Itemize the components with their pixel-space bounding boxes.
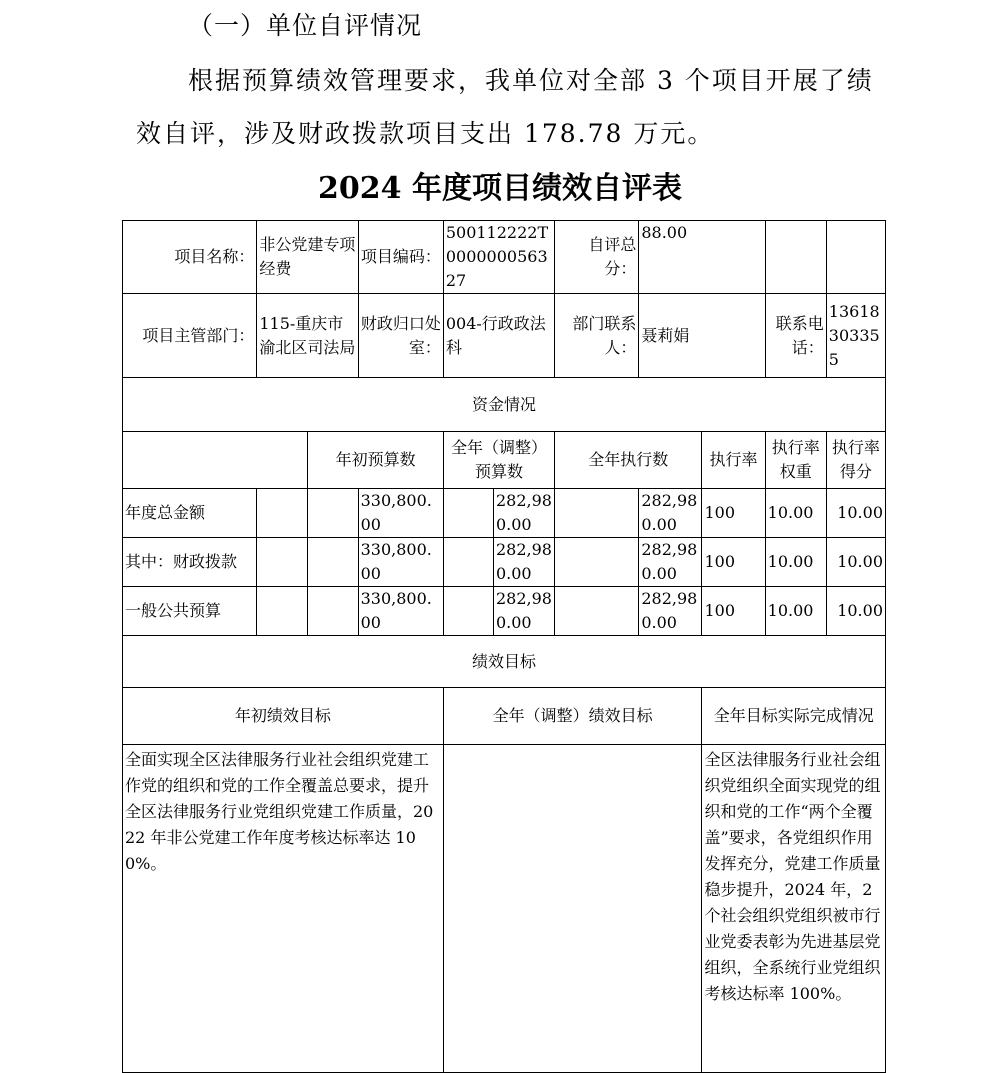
empty-cell xyxy=(123,432,308,489)
header-rate-weight: 执行率权重 xyxy=(765,432,826,489)
dept-value: 115-重庆市渝北区司法局 xyxy=(257,294,358,378)
phone-value: 13618303355 xyxy=(826,294,885,378)
adjusted-budget-value: 282,980.00 xyxy=(493,587,554,636)
phone-label: 联系电话： xyxy=(765,294,826,378)
row-label: 其中：财政拨款 xyxy=(123,538,257,587)
table-title: 2024 年度项目绩效自评表 xyxy=(318,171,682,206)
contact-value: 聂莉娟 xyxy=(639,294,765,378)
initial-goal-text: 全面实现全区法律服务行业社会组织党建工作党的组织和党的工作全覆盖总要求，提升全区法律服务行业党组织党建工作质量，2022 年非公党建工作年度考核达标率达 100%。 xyxy=(123,745,444,1073)
finance-office-label: 财政归口处室： xyxy=(358,294,443,378)
contact-label: 部门联系人： xyxy=(555,294,639,378)
adjusted-goal-text xyxy=(443,745,702,1073)
header-rate-score: 执行率得分 xyxy=(826,432,885,489)
exec-rate-value: 100 xyxy=(702,587,765,636)
project-name-value: 非公党建专项经费 xyxy=(257,221,358,294)
dept-label: 项目主管部门： xyxy=(123,294,257,378)
header-adjusted-budget: 全年（调整）预算数 xyxy=(443,432,554,489)
empty-cell xyxy=(555,538,639,587)
rate-weight-value: 10.00 xyxy=(765,489,826,538)
header-actual-completion: 全年目标实际完成情况 xyxy=(702,688,886,745)
table-row xyxy=(123,538,886,587)
empty-cell xyxy=(765,221,826,294)
table-row xyxy=(123,489,886,538)
project-name-label: 项目名称： xyxy=(123,221,257,294)
rate-weight-value: 10.00 xyxy=(765,538,826,587)
intro-text: 根据预算绩效管理要求，我单位对全部 3 个项目开展了绩效自评，涉及财政拨款项目支出 178.78 万元。 xyxy=(136,66,874,148)
rate-score-value: 10.00 xyxy=(826,489,885,538)
executed-value: 282,980.00 xyxy=(639,587,702,636)
empty-cell xyxy=(555,587,639,636)
goals-section-label: 绩效目标 xyxy=(123,636,886,688)
header-exec-rate: 执行率 xyxy=(702,432,765,489)
row-label: 年度总金额 xyxy=(123,489,257,538)
row-label: 一般公共预算 xyxy=(123,587,257,636)
empty-cell xyxy=(257,538,308,587)
initial-budget-value: 330,800.00 xyxy=(358,538,443,587)
header-initial-goal: 年初绩效目标 xyxy=(123,688,444,745)
empty-cell xyxy=(257,587,308,636)
actual-completion-text: 全区法律服务行业社会组织党组织全面实现党的组织和党的工作“两个全覆盖”要求，各党组织作用发挥充分，党建工作质量稳步提升，2024 年，2 个社会组织党组织被市行业党委表彰为先进基层党组织，全系统行业党组织考核达标率 100%。 xyxy=(702,745,886,1073)
initial-budget-value: 330,800.00 xyxy=(358,587,443,636)
header-executed: 全年执行数 xyxy=(555,432,702,489)
exec-rate-value: 100 xyxy=(702,489,765,538)
table-row xyxy=(123,587,886,636)
empty-cell xyxy=(443,587,493,636)
rate-weight-value: 10.00 xyxy=(765,587,826,636)
header-adjusted-goal: 全年（调整）绩效目标 xyxy=(443,688,702,745)
self-score-label: 自评总分： xyxy=(555,221,639,294)
rate-score-value: 10.00 xyxy=(826,587,885,636)
empty-cell xyxy=(308,538,358,587)
project-code-label: 项目编码： xyxy=(358,221,443,294)
empty-cell xyxy=(443,489,493,538)
header-initial-budget: 年初预算数 xyxy=(308,432,443,489)
finance-office-value: 004-行政政法科 xyxy=(443,294,554,378)
empty-cell xyxy=(257,489,308,538)
adjusted-budget-value: 282,980.00 xyxy=(493,538,554,587)
empty-cell xyxy=(555,489,639,538)
project-code-value: 500112222T000000056327 xyxy=(443,221,554,294)
rate-score-value: 10.00 xyxy=(826,538,885,587)
empty-cell xyxy=(826,221,885,294)
exec-rate-value: 100 xyxy=(702,538,765,587)
empty-cell xyxy=(443,538,493,587)
executed-value: 282,980.00 xyxy=(639,489,702,538)
adjusted-budget-value: 282,980.00 xyxy=(493,489,554,538)
funds-section-label: 资金情况 xyxy=(123,378,886,432)
intro-paragraph xyxy=(136,54,888,160)
performance-table xyxy=(122,220,886,1073)
empty-cell xyxy=(308,587,358,636)
section-heading: （一）单位自评情况 xyxy=(188,11,423,40)
self-score-value: 88.00 xyxy=(639,221,765,294)
executed-value: 282,980.00 xyxy=(639,538,702,587)
initial-budget-value: 330,800.00 xyxy=(358,489,443,538)
empty-cell xyxy=(308,489,358,538)
